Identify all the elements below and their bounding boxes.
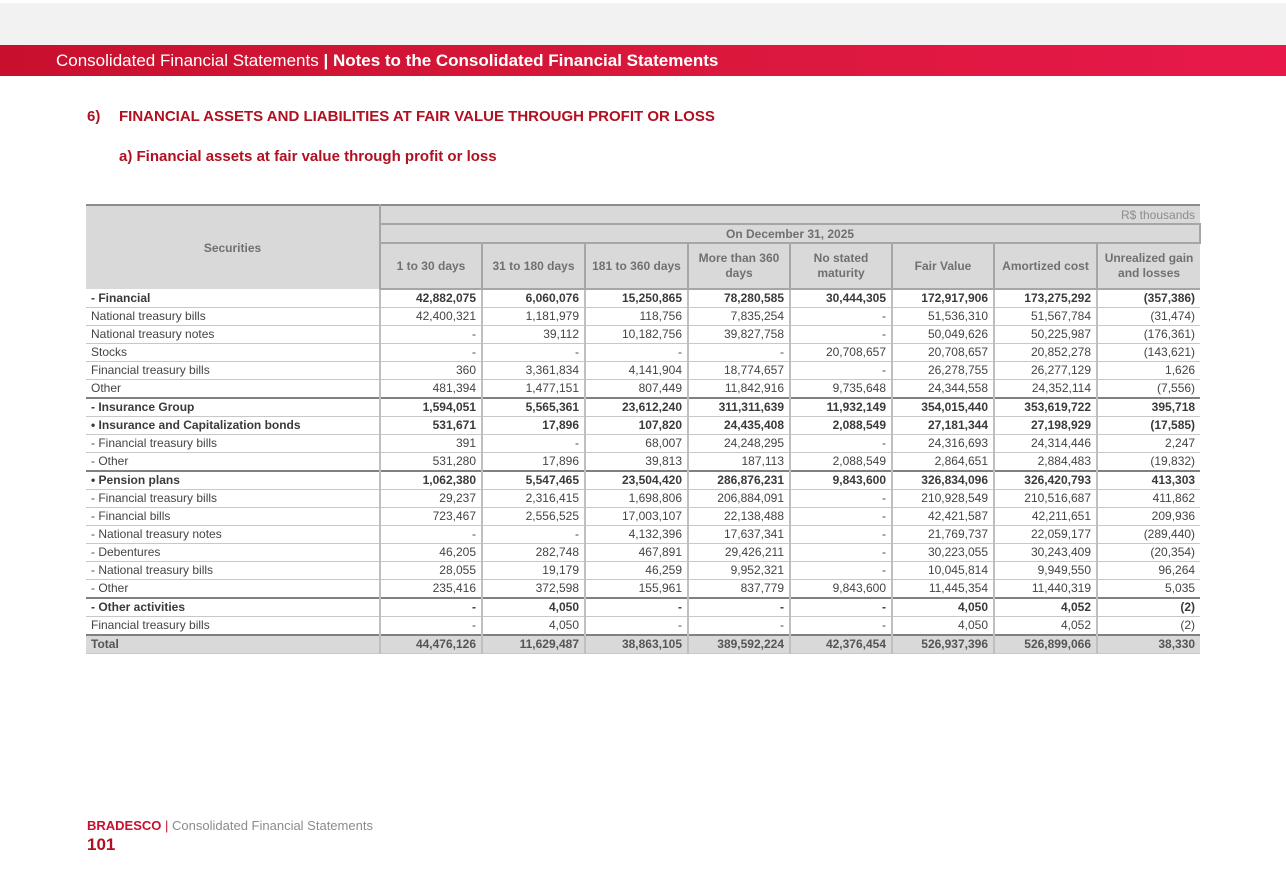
table-cell: 1,626 xyxy=(1097,362,1200,380)
table-cell: 11,932,149 xyxy=(790,398,892,417)
table-row xyxy=(86,562,1200,580)
table-row xyxy=(86,508,1200,526)
table-cell: 19,179 xyxy=(482,562,585,580)
table-cell: 206,884,091 xyxy=(688,490,790,508)
table-cell: 42,400,321 xyxy=(380,308,482,326)
table-cell: 173,275,292 xyxy=(994,289,1097,308)
table-cell: 531,671 xyxy=(380,417,482,435)
table-cell: (17,585) xyxy=(1097,417,1200,435)
table-cell: 389,592,224 xyxy=(688,635,790,654)
row-label: - Debentures xyxy=(86,544,380,562)
table-cell: 526,937,396 xyxy=(892,635,994,654)
table-cell: 51,567,784 xyxy=(994,308,1097,326)
table-cell: 30,243,409 xyxy=(994,544,1097,562)
table-cell: 286,876,231 xyxy=(688,471,790,490)
table-cell: 210,516,687 xyxy=(994,490,1097,508)
table-cell: 391 xyxy=(380,435,482,453)
table-cell: 118,756 xyxy=(585,308,688,326)
table-cell: 24,435,408 xyxy=(688,417,790,435)
table-cell: 723,467 xyxy=(380,508,482,526)
table-cell: 18,774,657 xyxy=(688,362,790,380)
table-cell: 22,138,488 xyxy=(688,508,790,526)
table-cell: - xyxy=(790,490,892,508)
table-cell: 20,708,657 xyxy=(790,344,892,362)
table-cell: 39,813 xyxy=(585,453,688,472)
table-cell: - xyxy=(790,544,892,562)
table-cell: - xyxy=(585,617,688,636)
table-cell: - xyxy=(790,435,892,453)
table-cell: 11,445,354 xyxy=(892,580,994,599)
table-cell: - xyxy=(688,617,790,636)
section-title xyxy=(87,108,715,125)
row-label: Other xyxy=(86,380,380,399)
table-cell: 24,314,446 xyxy=(994,435,1097,453)
table-cell: - xyxy=(790,562,892,580)
table-cell: 2,088,549 xyxy=(790,453,892,472)
footer-brand-name: BRADESCO xyxy=(87,818,162,833)
footer-brand xyxy=(87,818,373,833)
table-cell: 5,035 xyxy=(1097,580,1200,599)
table-cell: (7,556) xyxy=(1097,380,1200,399)
table-cell: 42,882,075 xyxy=(380,289,482,308)
table-cell: 2,864,651 xyxy=(892,453,994,472)
header-banner xyxy=(0,45,1286,76)
row-label: - Financial treasury bills xyxy=(86,490,380,508)
table-cell: 354,015,440 xyxy=(892,398,994,417)
table-cell: (176,361) xyxy=(1097,326,1200,344)
table-cell: 23,504,420 xyxy=(585,471,688,490)
row-label: - Financial treasury bills xyxy=(86,435,380,453)
table-row xyxy=(86,453,1200,472)
table-cell: 353,619,722 xyxy=(994,398,1097,417)
footer-separator: | xyxy=(165,818,169,833)
table-cell: 1,594,051 xyxy=(380,398,482,417)
table-cell: 4,050 xyxy=(892,617,994,636)
row-label: - Other xyxy=(86,453,380,472)
table-cell: 26,278,755 xyxy=(892,362,994,380)
table-cell: 1,477,151 xyxy=(482,380,585,399)
table-cell: - xyxy=(790,598,892,617)
table-cell: - xyxy=(790,508,892,526)
subsection-title: a) Financial assets at fair value through profit or loss xyxy=(119,148,497,165)
table-cell: 235,416 xyxy=(380,580,482,599)
column-header: No stated maturity xyxy=(790,243,892,289)
table-cell: - xyxy=(790,362,892,380)
table-cell: 38,863,105 xyxy=(585,635,688,654)
table-cell: 4,132,396 xyxy=(585,526,688,544)
table-cell: 4,050 xyxy=(892,598,994,617)
table-cell: 5,565,361 xyxy=(482,398,585,417)
table-row xyxy=(86,398,1200,417)
table-cell: 11,629,487 xyxy=(482,635,585,654)
table-row xyxy=(86,544,1200,562)
table-cell: 30,223,055 xyxy=(892,544,994,562)
table-row xyxy=(86,308,1200,326)
table-cell: 11,842,916 xyxy=(688,380,790,399)
table-cell: - xyxy=(688,598,790,617)
row-label: Stocks xyxy=(86,344,380,362)
table-cell: 7,835,254 xyxy=(688,308,790,326)
table-cell: - xyxy=(380,617,482,636)
table-cell: - xyxy=(790,326,892,344)
row-label: Total xyxy=(86,635,380,654)
section-title-text: FINANCIAL ASSETS AND LIABILITIES AT FAIR VALUE THROUGH PROFIT OR LOSS xyxy=(119,108,715,125)
table-cell: - xyxy=(482,344,585,362)
table-cell: 20,708,657 xyxy=(892,344,994,362)
table-cell: 411,862 xyxy=(1097,490,1200,508)
table-cell: 46,205 xyxy=(380,544,482,562)
table-cell: 17,896 xyxy=(482,417,585,435)
table-cell: 17,896 xyxy=(482,453,585,472)
table-cell: 372,598 xyxy=(482,580,585,599)
row-label: • Insurance and Capitalization bonds xyxy=(86,417,380,435)
table-cell: 360 xyxy=(380,362,482,380)
table-cell: 4,141,904 xyxy=(585,362,688,380)
column-header: 181 to 360 days xyxy=(585,243,688,289)
table-cell: - xyxy=(585,598,688,617)
table-cell: 807,449 xyxy=(585,380,688,399)
row-label: - Insurance Group xyxy=(86,398,380,417)
table-cell: 27,181,344 xyxy=(892,417,994,435)
table-row xyxy=(86,289,1200,308)
table-cell: - xyxy=(380,326,482,344)
table-cell: 9,949,550 xyxy=(994,562,1097,580)
table-cell: 1,062,380 xyxy=(380,471,482,490)
table-row xyxy=(86,417,1200,435)
table-cell: 17,003,107 xyxy=(585,508,688,526)
table-cell: 2,088,549 xyxy=(790,417,892,435)
table-cell: - xyxy=(790,617,892,636)
column-header: 31 to 180 days xyxy=(482,243,585,289)
table-cell: (289,440) xyxy=(1097,526,1200,544)
row-label: National treasury notes xyxy=(86,326,380,344)
table-cell: 22,059,177 xyxy=(994,526,1097,544)
row-label: Financial treasury bills xyxy=(86,617,380,636)
table-cell: - xyxy=(380,598,482,617)
table-cell: 395,718 xyxy=(1097,398,1200,417)
row-label: Financial treasury bills xyxy=(86,362,380,380)
table-cell: 44,476,126 xyxy=(380,635,482,654)
table-cell: 326,420,793 xyxy=(994,471,1097,490)
table-cell: (143,621) xyxy=(1097,344,1200,362)
table-body xyxy=(86,289,1200,654)
table-cell: - xyxy=(482,435,585,453)
table-cell: - xyxy=(790,308,892,326)
table-cell: 4,052 xyxy=(994,617,1097,636)
table-cell: 42,211,651 xyxy=(994,508,1097,526)
page-number: 101 xyxy=(87,835,116,854)
table-cell: 5,547,465 xyxy=(482,471,585,490)
table-cell: 2,884,483 xyxy=(994,453,1097,472)
table-cell: 29,237 xyxy=(380,490,482,508)
table-cell: (357,386) xyxy=(1097,289,1200,308)
row-label: - National treasury bills xyxy=(86,562,380,580)
row-label: - Financial xyxy=(86,289,380,308)
table-cell: 4,050 xyxy=(482,617,585,636)
footer-document-title: Consolidated Financial Statements xyxy=(172,818,373,833)
row-label: - National treasury notes xyxy=(86,526,380,544)
table-cell: 68,007 xyxy=(585,435,688,453)
period-header: On December 31, 2025 xyxy=(380,224,1200,243)
table-cell: 837,779 xyxy=(688,580,790,599)
securities-header: Securities xyxy=(86,205,380,289)
table-cell: 17,637,341 xyxy=(688,526,790,544)
unit-label: R$ thousands xyxy=(380,205,1200,224)
table-row xyxy=(86,526,1200,544)
column-header: Fair Value xyxy=(892,243,994,289)
table-cell: 311,311,639 xyxy=(688,398,790,417)
table-cell: 282,748 xyxy=(482,544,585,562)
table-cell: 209,936 xyxy=(1097,508,1200,526)
header-prefix: Consolidated Financial Statements xyxy=(56,51,319,70)
table-cell: 481,394 xyxy=(380,380,482,399)
table-row xyxy=(86,435,1200,453)
table-cell: 20,852,278 xyxy=(994,344,1097,362)
table-cell: 42,376,454 xyxy=(790,635,892,654)
table-cell: 1,698,806 xyxy=(585,490,688,508)
table-cell: 2,247 xyxy=(1097,435,1200,453)
table-cell: 9,843,600 xyxy=(790,580,892,599)
table-cell: 39,112 xyxy=(482,326,585,344)
table-cell: 24,344,558 xyxy=(892,380,994,399)
table-cell: 6,060,076 xyxy=(482,289,585,308)
table-cell: 38,330 xyxy=(1097,635,1200,654)
table-row xyxy=(86,344,1200,362)
table-cell: 78,280,585 xyxy=(688,289,790,308)
table-cell: 2,556,525 xyxy=(482,508,585,526)
row-label: - Financial bills xyxy=(86,508,380,526)
row-label: - Other xyxy=(86,580,380,599)
table-cell: 29,426,211 xyxy=(688,544,790,562)
table-cell: (2) xyxy=(1097,617,1200,636)
table-cell: 50,225,987 xyxy=(994,326,1097,344)
column-header: Amortized cost xyxy=(994,243,1097,289)
table-cell: 413,303 xyxy=(1097,471,1200,490)
table-row xyxy=(86,580,1200,599)
row-label: • Pension plans xyxy=(86,471,380,490)
column-header: Unrealized gain and losses xyxy=(1097,243,1200,289)
header-separator: | xyxy=(323,51,329,70)
table-row xyxy=(86,471,1200,490)
table-cell: 526,899,066 xyxy=(994,635,1097,654)
header-title: Notes to the Consolidated Financial Statements xyxy=(332,51,719,70)
table-cell: 39,827,758 xyxy=(688,326,790,344)
table-cell: 2,316,415 xyxy=(482,490,585,508)
table-cell: 27,198,929 xyxy=(994,417,1097,435)
table-cell: 172,917,906 xyxy=(892,289,994,308)
table-cell: 10,182,756 xyxy=(585,326,688,344)
table-row xyxy=(86,635,1200,654)
table-cell: - xyxy=(790,526,892,544)
table-cell: (20,354) xyxy=(1097,544,1200,562)
table-row xyxy=(86,326,1200,344)
table-cell: 4,050 xyxy=(482,598,585,617)
table-row xyxy=(86,490,1200,508)
table-row xyxy=(86,598,1200,617)
table-cell: - xyxy=(380,344,482,362)
table-cell: 155,961 xyxy=(585,580,688,599)
table-cell: 42,421,587 xyxy=(892,508,994,526)
top-strip xyxy=(0,3,1286,45)
table-cell: 51,536,310 xyxy=(892,308,994,326)
table-cell: 15,250,865 xyxy=(585,289,688,308)
table-cell: - xyxy=(688,344,790,362)
table-cell: (19,832) xyxy=(1097,453,1200,472)
table-cell: 21,769,737 xyxy=(892,526,994,544)
table-row xyxy=(86,380,1200,399)
row-label: National treasury bills xyxy=(86,308,380,326)
table-cell: - xyxy=(482,526,585,544)
table-cell: (2) xyxy=(1097,598,1200,617)
table-cell: 187,113 xyxy=(688,453,790,472)
table-cell: 28,055 xyxy=(380,562,482,580)
column-header: 1 to 30 days xyxy=(380,243,482,289)
table-row xyxy=(86,362,1200,380)
table-cell: 23,612,240 xyxy=(585,398,688,417)
table-cell: 9,952,321 xyxy=(688,562,790,580)
table-row xyxy=(86,617,1200,636)
table-cell: - xyxy=(585,344,688,362)
table-cell: 50,049,626 xyxy=(892,326,994,344)
table-cell: 3,361,834 xyxy=(482,362,585,380)
table-cell: 24,248,295 xyxy=(688,435,790,453)
table-cell: 9,843,600 xyxy=(790,471,892,490)
table-cell: 46,259 xyxy=(585,562,688,580)
table-cell: 107,820 xyxy=(585,417,688,435)
table-cell: 30,444,305 xyxy=(790,289,892,308)
table-cell: 531,280 xyxy=(380,453,482,472)
table-cell: 210,928,549 xyxy=(892,490,994,508)
table-cell: 10,045,814 xyxy=(892,562,994,580)
row-label: - Other activities xyxy=(86,598,380,617)
table-cell: 326,834,096 xyxy=(892,471,994,490)
table-cell: 9,735,648 xyxy=(790,380,892,399)
table-cell: 26,277,129 xyxy=(994,362,1097,380)
table-cell: 96,264 xyxy=(1097,562,1200,580)
table-cell: 1,181,979 xyxy=(482,308,585,326)
column-header: More than 360 days xyxy=(688,243,790,289)
table-cell: - xyxy=(380,526,482,544)
fair-value-table xyxy=(86,204,1201,654)
table-cell: 11,440,319 xyxy=(994,580,1097,599)
section-number: 6) xyxy=(87,108,101,125)
table-cell: (31,474) xyxy=(1097,308,1200,326)
table-cell: 4,052 xyxy=(994,598,1097,617)
table-cell: 24,352,114 xyxy=(994,380,1097,399)
table-cell: 467,891 xyxy=(585,544,688,562)
table-cell: 24,316,693 xyxy=(892,435,994,453)
